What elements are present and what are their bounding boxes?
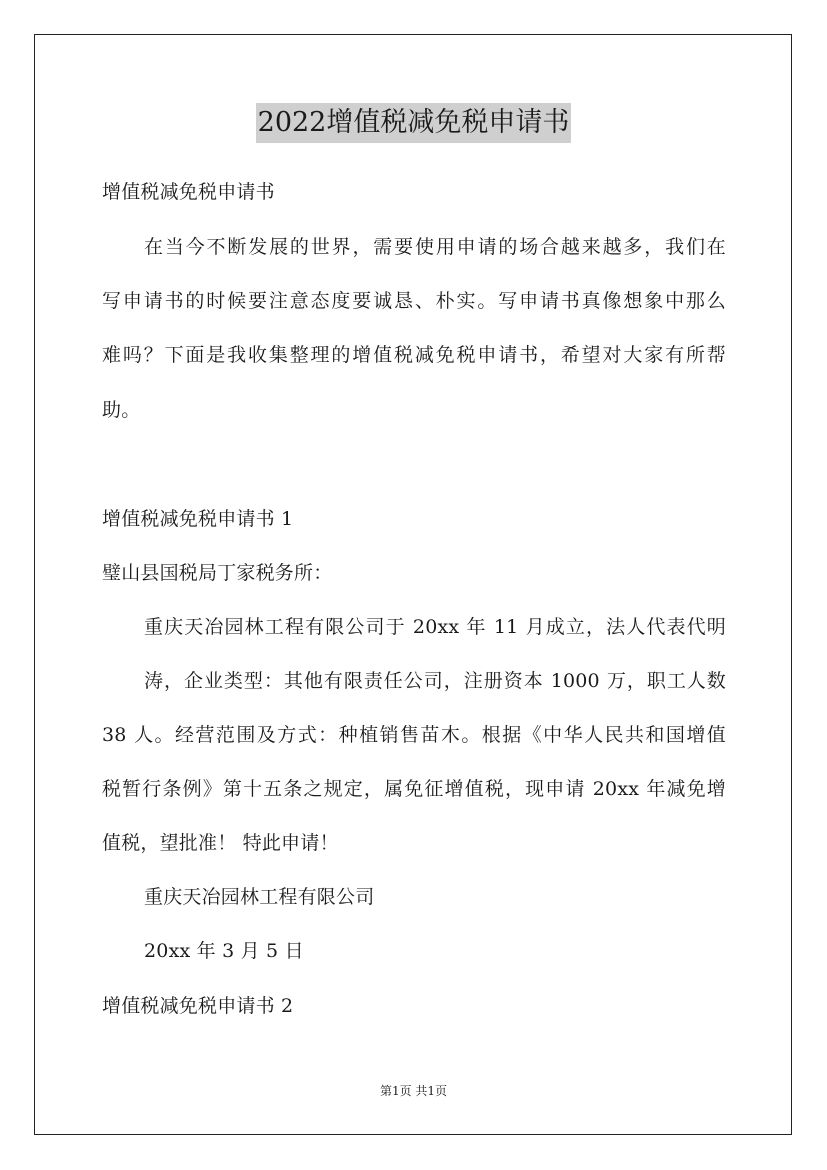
section1-body-line-3: 38 人。经营范围及方式：种植销售苗木。根据《中华人民共和国增值 — [102, 724, 726, 746]
section1-signature: 重庆天冶园林工程有限公司 — [144, 886, 375, 908]
section1-date: 20xx 年 3 月 5 日 — [144, 940, 304, 962]
intro-line-2: 写申请书的时候要注意态度要诚恳、朴实。写申请书真像想象中那么 — [102, 290, 726, 312]
title-container — [0, 103, 827, 143]
document-title: 2022增值税减免税申请书 — [256, 103, 572, 143]
section2-heading: 增值税减免税申请书 2 — [102, 995, 294, 1017]
section1-body-line-2: 涛，企业类型：其他有限责任公司，注册资本 1000 万，职工人数 — [144, 670, 726, 692]
intro-line-1: 在当今不断发展的世界，需要使用申请的场合越来越多，我们在 — [144, 236, 726, 258]
section1-heading: 增值税减免税申请书 1 — [102, 508, 294, 530]
intro-line-4: 助。 — [102, 399, 141, 421]
section1-body-line-4: 税暂行条例》第十五条之规定，属免征增值税，现申请 20xx 年减免增 — [102, 778, 726, 800]
intro-line-3: 难吗？下面是我收集整理的增值税减免税申请书，希望对大家有所帮 — [102, 344, 726, 366]
subtitle: 增值税减免税申请书 — [102, 181, 275, 203]
page-number-footer: 第1页 共1页 — [379, 1084, 448, 1098]
section1-addressee: 璧山县国税局丁家税务所： — [102, 562, 333, 584]
section1-body-line-1: 重庆天冶园林工程有限公司于 20xx 年 11 月成立，法人代表代明 — [144, 616, 726, 638]
section1-body-line-5: 值税，望批准！ 特此申请！ — [102, 832, 339, 854]
